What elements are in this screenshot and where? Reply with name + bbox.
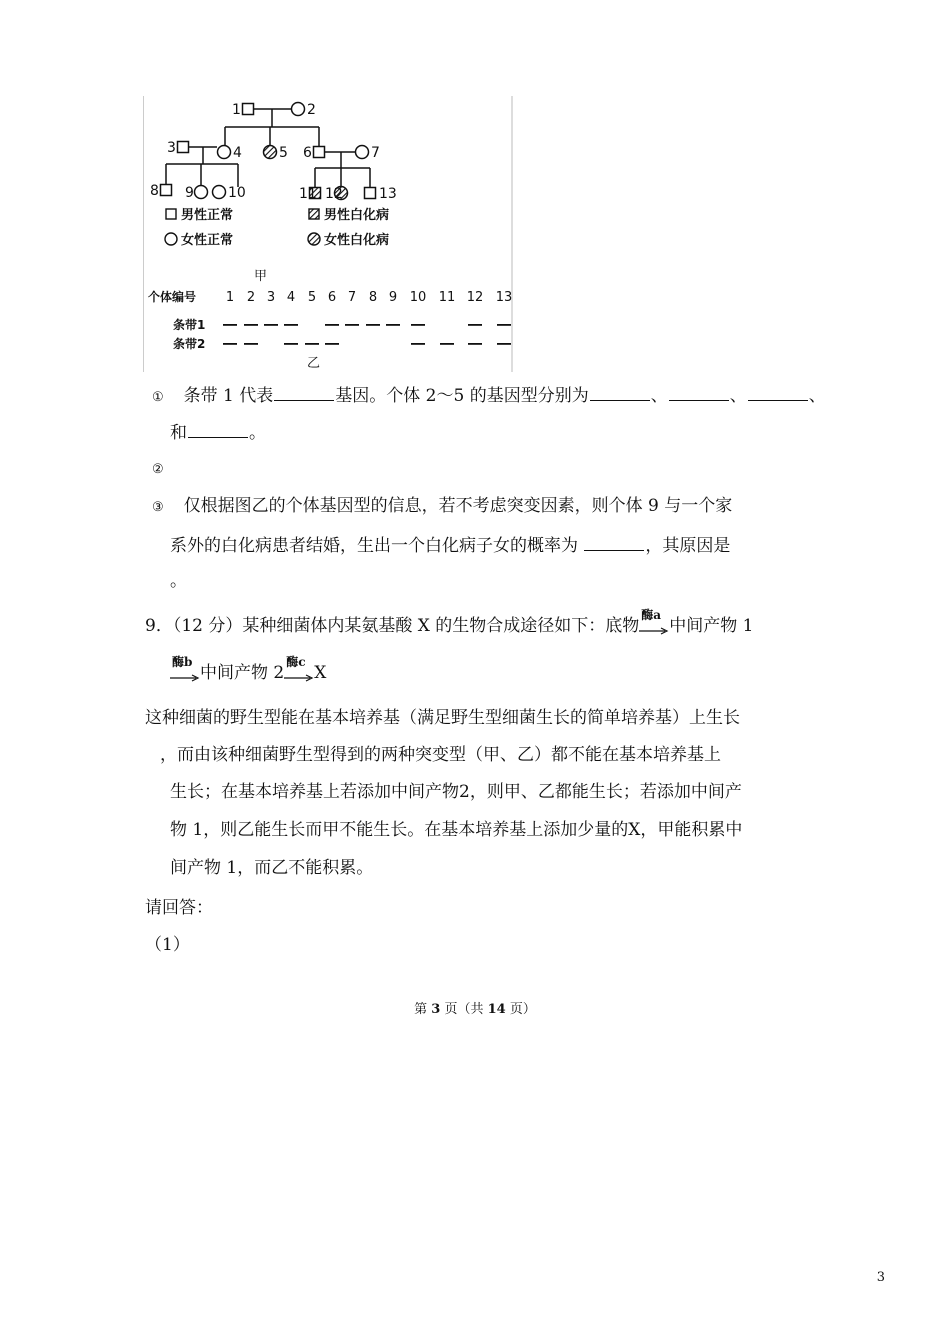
answer-blank[interactable] bbox=[188, 420, 248, 438]
individual-number: 1 bbox=[232, 102, 241, 118]
gel-band1-mark bbox=[497, 324, 511, 326]
gel-column-number: 5 bbox=[307, 290, 317, 305]
total-pages: 14 bbox=[487, 1002, 506, 1017]
answer-blank[interactable] bbox=[669, 383, 729, 401]
q8-sub3-line2: 系外的白化病患者结婚，生出一个白化病子女的概率为 ，其原因是 bbox=[170, 533, 730, 558]
individual-number: 2 bbox=[307, 102, 316, 118]
gel-column-number: 8 bbox=[368, 290, 378, 305]
gel-band1-mark bbox=[386, 324, 400, 326]
gel-column-number: 6 bbox=[327, 290, 337, 305]
enzyme-a-label: 酶a bbox=[641, 608, 662, 622]
enzyme-a-arrow bbox=[639, 608, 669, 638]
gel-band2-label: 条带2 bbox=[173, 337, 206, 351]
gel-column-number: 12 bbox=[466, 290, 484, 305]
gel-band1-mark bbox=[244, 324, 258, 326]
q9-para-line1: 这种细菌的野生型能在基本培养基（满足野生型细菌生长的简单培养基）上生长 bbox=[145, 708, 740, 728]
individual-number: 8 bbox=[150, 183, 159, 199]
individual-number: 5 bbox=[279, 145, 288, 161]
gel-band2-mark bbox=[497, 343, 511, 345]
affected-female-symbol bbox=[264, 146, 277, 159]
q9-para-line3: 生长；在基本培养基上若添加中间产物2，则甲、乙都能生长；若添加中间产 bbox=[170, 782, 742, 802]
q8-sub2-number: ② bbox=[152, 462, 164, 477]
legend-female-albino-symbol bbox=[308, 233, 320, 245]
gel-band1-mark bbox=[264, 324, 278, 326]
legend-female-normal: 女性正常 bbox=[181, 233, 234, 248]
normal-male-symbol bbox=[365, 188, 376, 199]
gel-band1-label: 条带1 bbox=[173, 318, 206, 332]
individual-number: 6 bbox=[303, 145, 312, 161]
legend-male-normal-symbol bbox=[166, 209, 176, 219]
legend-male-albino-symbol bbox=[309, 209, 319, 219]
normal-male-symbol bbox=[178, 142, 189, 153]
individual-number: 12 bbox=[325, 186, 343, 202]
q9-para-line2: ，而由该种细菌野生型得到的两种突变型（甲、乙）都不能在基本培养基上 bbox=[160, 745, 721, 765]
normal-female-symbol bbox=[292, 103, 305, 116]
gel-band2-mark bbox=[468, 343, 482, 345]
gel-column-number: 13 bbox=[495, 290, 513, 305]
individual-number: 3 bbox=[167, 140, 176, 156]
gel-band1-mark bbox=[366, 324, 380, 326]
gel-band1-mark bbox=[411, 324, 425, 326]
normal-female-symbol bbox=[218, 146, 231, 159]
gel-band1-mark bbox=[325, 324, 339, 326]
normal-male-symbol bbox=[314, 147, 325, 158]
gel-band2-mark bbox=[223, 343, 237, 345]
normal-male-symbol bbox=[243, 104, 254, 115]
figure-label-yi: 乙 bbox=[307, 356, 321, 371]
gel-column-number: 4 bbox=[286, 290, 296, 305]
gel-column-number: 1 bbox=[225, 290, 235, 305]
legend-female-albino: 女性白化病 bbox=[324, 233, 390, 248]
gel-band2-mark bbox=[411, 343, 425, 345]
gel-row-header: 个体编号 bbox=[148, 290, 197, 304]
answer-blank[interactable] bbox=[584, 533, 644, 551]
gel-band1-mark bbox=[223, 324, 237, 326]
normal-female-symbol bbox=[195, 186, 208, 199]
individual-number: 13 bbox=[379, 186, 397, 202]
figure-label-jia: 甲 bbox=[254, 269, 268, 284]
enzyme-c-arrow bbox=[284, 655, 314, 685]
gel-column-number: 11 bbox=[438, 290, 456, 305]
gel-band1-mark bbox=[345, 324, 359, 326]
normal-female-symbol bbox=[356, 146, 369, 159]
gel-band2-mark bbox=[284, 343, 298, 345]
normal-female-symbol bbox=[213, 186, 226, 199]
current-page: 3 bbox=[431, 1002, 441, 1017]
answer-blank[interactable] bbox=[748, 383, 808, 401]
q9-sub1: （1） bbox=[145, 935, 190, 955]
gel-band1-mark bbox=[468, 324, 482, 326]
gel-column-number: 2 bbox=[246, 290, 256, 305]
q8-sub3-line1: ③ 仅根据图乙的个体基因型的信息，若不考虑突变因素，则个体 9 与一个家 bbox=[152, 496, 733, 516]
individual-number: 4 bbox=[233, 145, 242, 161]
pedigree-and-gel-diagram bbox=[143, 96, 515, 372]
genetics-figure bbox=[143, 96, 515, 372]
individual-number: 11 bbox=[299, 186, 317, 202]
gel-column-number: 9 bbox=[388, 290, 398, 305]
normal-male-symbol bbox=[161, 185, 172, 196]
enzyme-b-arrow bbox=[170, 655, 200, 685]
answer-blank[interactable] bbox=[590, 383, 650, 401]
right-arrow-icon bbox=[284, 674, 314, 682]
gel-column-number: 3 bbox=[266, 290, 276, 305]
gel-column-number: 7 bbox=[347, 290, 357, 305]
individual-number: 7 bbox=[371, 145, 380, 161]
legend-male-normal: 男性正常 bbox=[181, 208, 234, 223]
right-arrow-icon bbox=[170, 674, 200, 682]
q8-sub1-line1: ① 条带 1 代表 基因。个体 2～5 的基因型分别为 、 、 、 bbox=[152, 383, 826, 410]
gel-column-number: 10 bbox=[409, 290, 427, 305]
gel-band2-mark bbox=[305, 343, 319, 345]
legend-female-normal-symbol bbox=[165, 233, 177, 245]
gel-band2-mark bbox=[325, 343, 339, 345]
answer-blank[interactable] bbox=[274, 383, 334, 401]
q9-para-line4: 物 1，则乙能生长而甲不能生长。在基本培养基上添加少量的X，甲能积累中 bbox=[170, 820, 743, 840]
gel-band2-mark bbox=[244, 343, 258, 345]
individual-number: 9 bbox=[185, 185, 194, 201]
right-arrow-icon bbox=[639, 627, 669, 635]
q8-sub2 bbox=[152, 456, 184, 482]
enzyme-b-label: 酶b bbox=[172, 655, 193, 669]
gel-band2-mark bbox=[440, 343, 454, 345]
q8-sub3-line3: 。 bbox=[170, 571, 187, 591]
page-footer: 第 3 页（共 14 页） bbox=[414, 1002, 536, 1017]
page-number: 3 bbox=[876, 1270, 885, 1285]
q9-ask: 请回答： bbox=[145, 898, 213, 918]
q9-pathway-line2: 酶b 中间产物 2 酶c X bbox=[172, 655, 327, 683]
legend-male-albino: 男性白化病 bbox=[324, 208, 390, 223]
q8-sub1-line2: 和 。 bbox=[170, 420, 266, 445]
q8-sub3-number: ③ bbox=[152, 500, 164, 515]
q9-heading: 9．（12 分）某种细菌体内某氨基酸 X 的生物合成途径如下：底物 酶a 中间产物 1 bbox=[145, 608, 754, 636]
q8-sub1-number: ① bbox=[152, 390, 164, 405]
individual-number: 10 bbox=[228, 185, 246, 201]
gel-band1-mark bbox=[284, 324, 298, 326]
enzyme-c-label: 酶c bbox=[286, 655, 306, 669]
q9-para-line5: 间产物 1，而乙不能积累。 bbox=[170, 858, 374, 878]
